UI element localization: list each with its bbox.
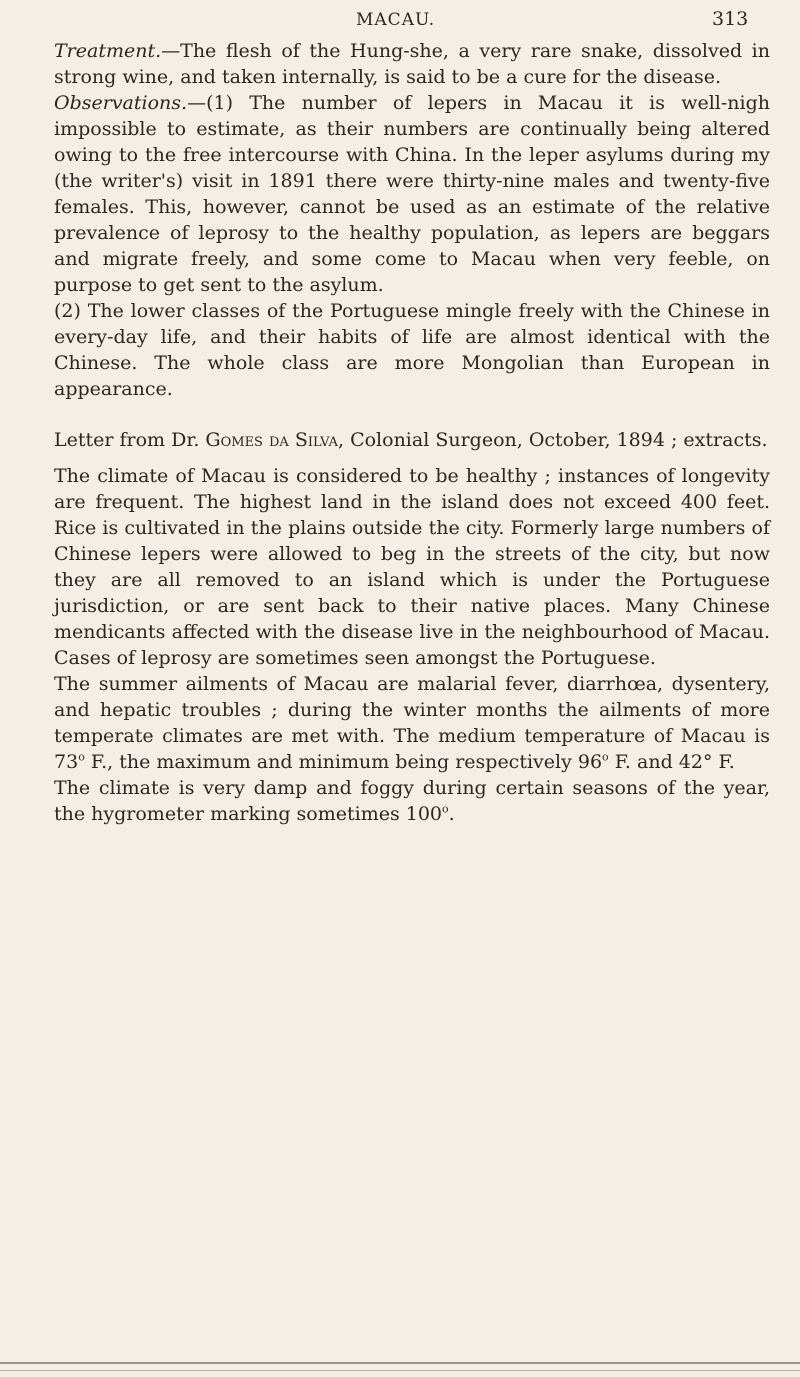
letter-suffix: , Colonial Surgeon, October, 1894 ; extracts. <box>338 429 768 451</box>
climate-text-3b: . <box>448 803 455 825</box>
page-body <box>54 38 770 827</box>
treatment-paragraph <box>54 38 770 90</box>
letter-author-name: Gomes da Silva <box>205 429 338 451</box>
climate-text-3a: The climate is very damp and foggy during certain seasons of the year, the hygrometer marking sometimes 100 <box>54 777 770 825</box>
page-bottom-rule-secondary <box>0 1370 800 1371</box>
page-number: 313 <box>712 8 749 30</box>
observations-label: Observations. <box>54 92 188 114</box>
climate-text-2b: F., the maximum and minimum being respectively 96 <box>84 751 603 773</box>
treatment-text: —The flesh of the Hung-she, a very rare snake, dissolved in strong wine, and taken internally, is said to be a cure for the disease. <box>54 40 770 88</box>
section-gap <box>54 402 770 427</box>
section-gap-small <box>54 453 770 463</box>
treatment-label: Treatment. <box>54 40 162 62</box>
degree-mark: o <box>442 802 449 816</box>
letter-heading <box>54 427 770 453</box>
climate-text-2c: F. and 42° F. <box>608 751 735 773</box>
observations-paragraph-2 <box>54 298 770 402</box>
page-bottom-rule <box>0 1362 800 1364</box>
degree-mark: o <box>602 750 609 764</box>
observations-paragraph-1 <box>54 90 770 298</box>
degree-mark: o <box>78 750 85 764</box>
running-head: MACAU. <box>356 10 436 30</box>
climate-text-2a: The summer ailments of Macau are malarial fever, diarrhœa, dysentery, and hepatic troubles ; during the winter months the ailments of more temperate climates are met with. The medium temperature of Macau is 73 <box>54 673 770 773</box>
page-header <box>0 6 800 36</box>
climate-paragraph-1 <box>54 463 770 671</box>
climate-paragraph-3 <box>54 775 770 827</box>
climate-text-1: The climate of Macau is considered to be healthy ; instances of longevity are frequent. The highest land in the island does not exceed 400 feet. Rice is cultivated in the plains outside the city. Formerly large numbers of Chinese lepers were allowed to beg in the streets of the city, but now they are all removed to an island which is under the Portuguese jurisdiction, or are sent back to their native places. Many Chinese mendicants affected with the disease live in the neighbourhood of Macau. Cases of leprosy are sometimes seen amongst the Portuguese. <box>54 465 770 669</box>
letter-prefix: Letter from Dr. <box>54 429 206 451</box>
observations-point-2: (2) The lower classes of the Portuguese mingle freely with the Chinese in every-day life, and their habits of life are almost identical with the Chinese. The whole class are more Mongolian than European in appearance. <box>54 300 770 400</box>
observations-point-1: —(1) The number of lepers in Macau it is well-nigh impossible to estimate, as their numbers are continually being altered owing to the free intercourse with China. In the leper asylums during my (the writer's) visit in 1891 there were thirty-nine males and twenty-five females. This, however, cannot be used as an estimate of the relative prevalence of leprosy to the healthy population, as lepers are beggars and migrate freely, and some come to Macau when very feeble, on purpose to get sent to the asylum. <box>54 92 770 296</box>
climate-paragraph-2 <box>54 671 770 775</box>
